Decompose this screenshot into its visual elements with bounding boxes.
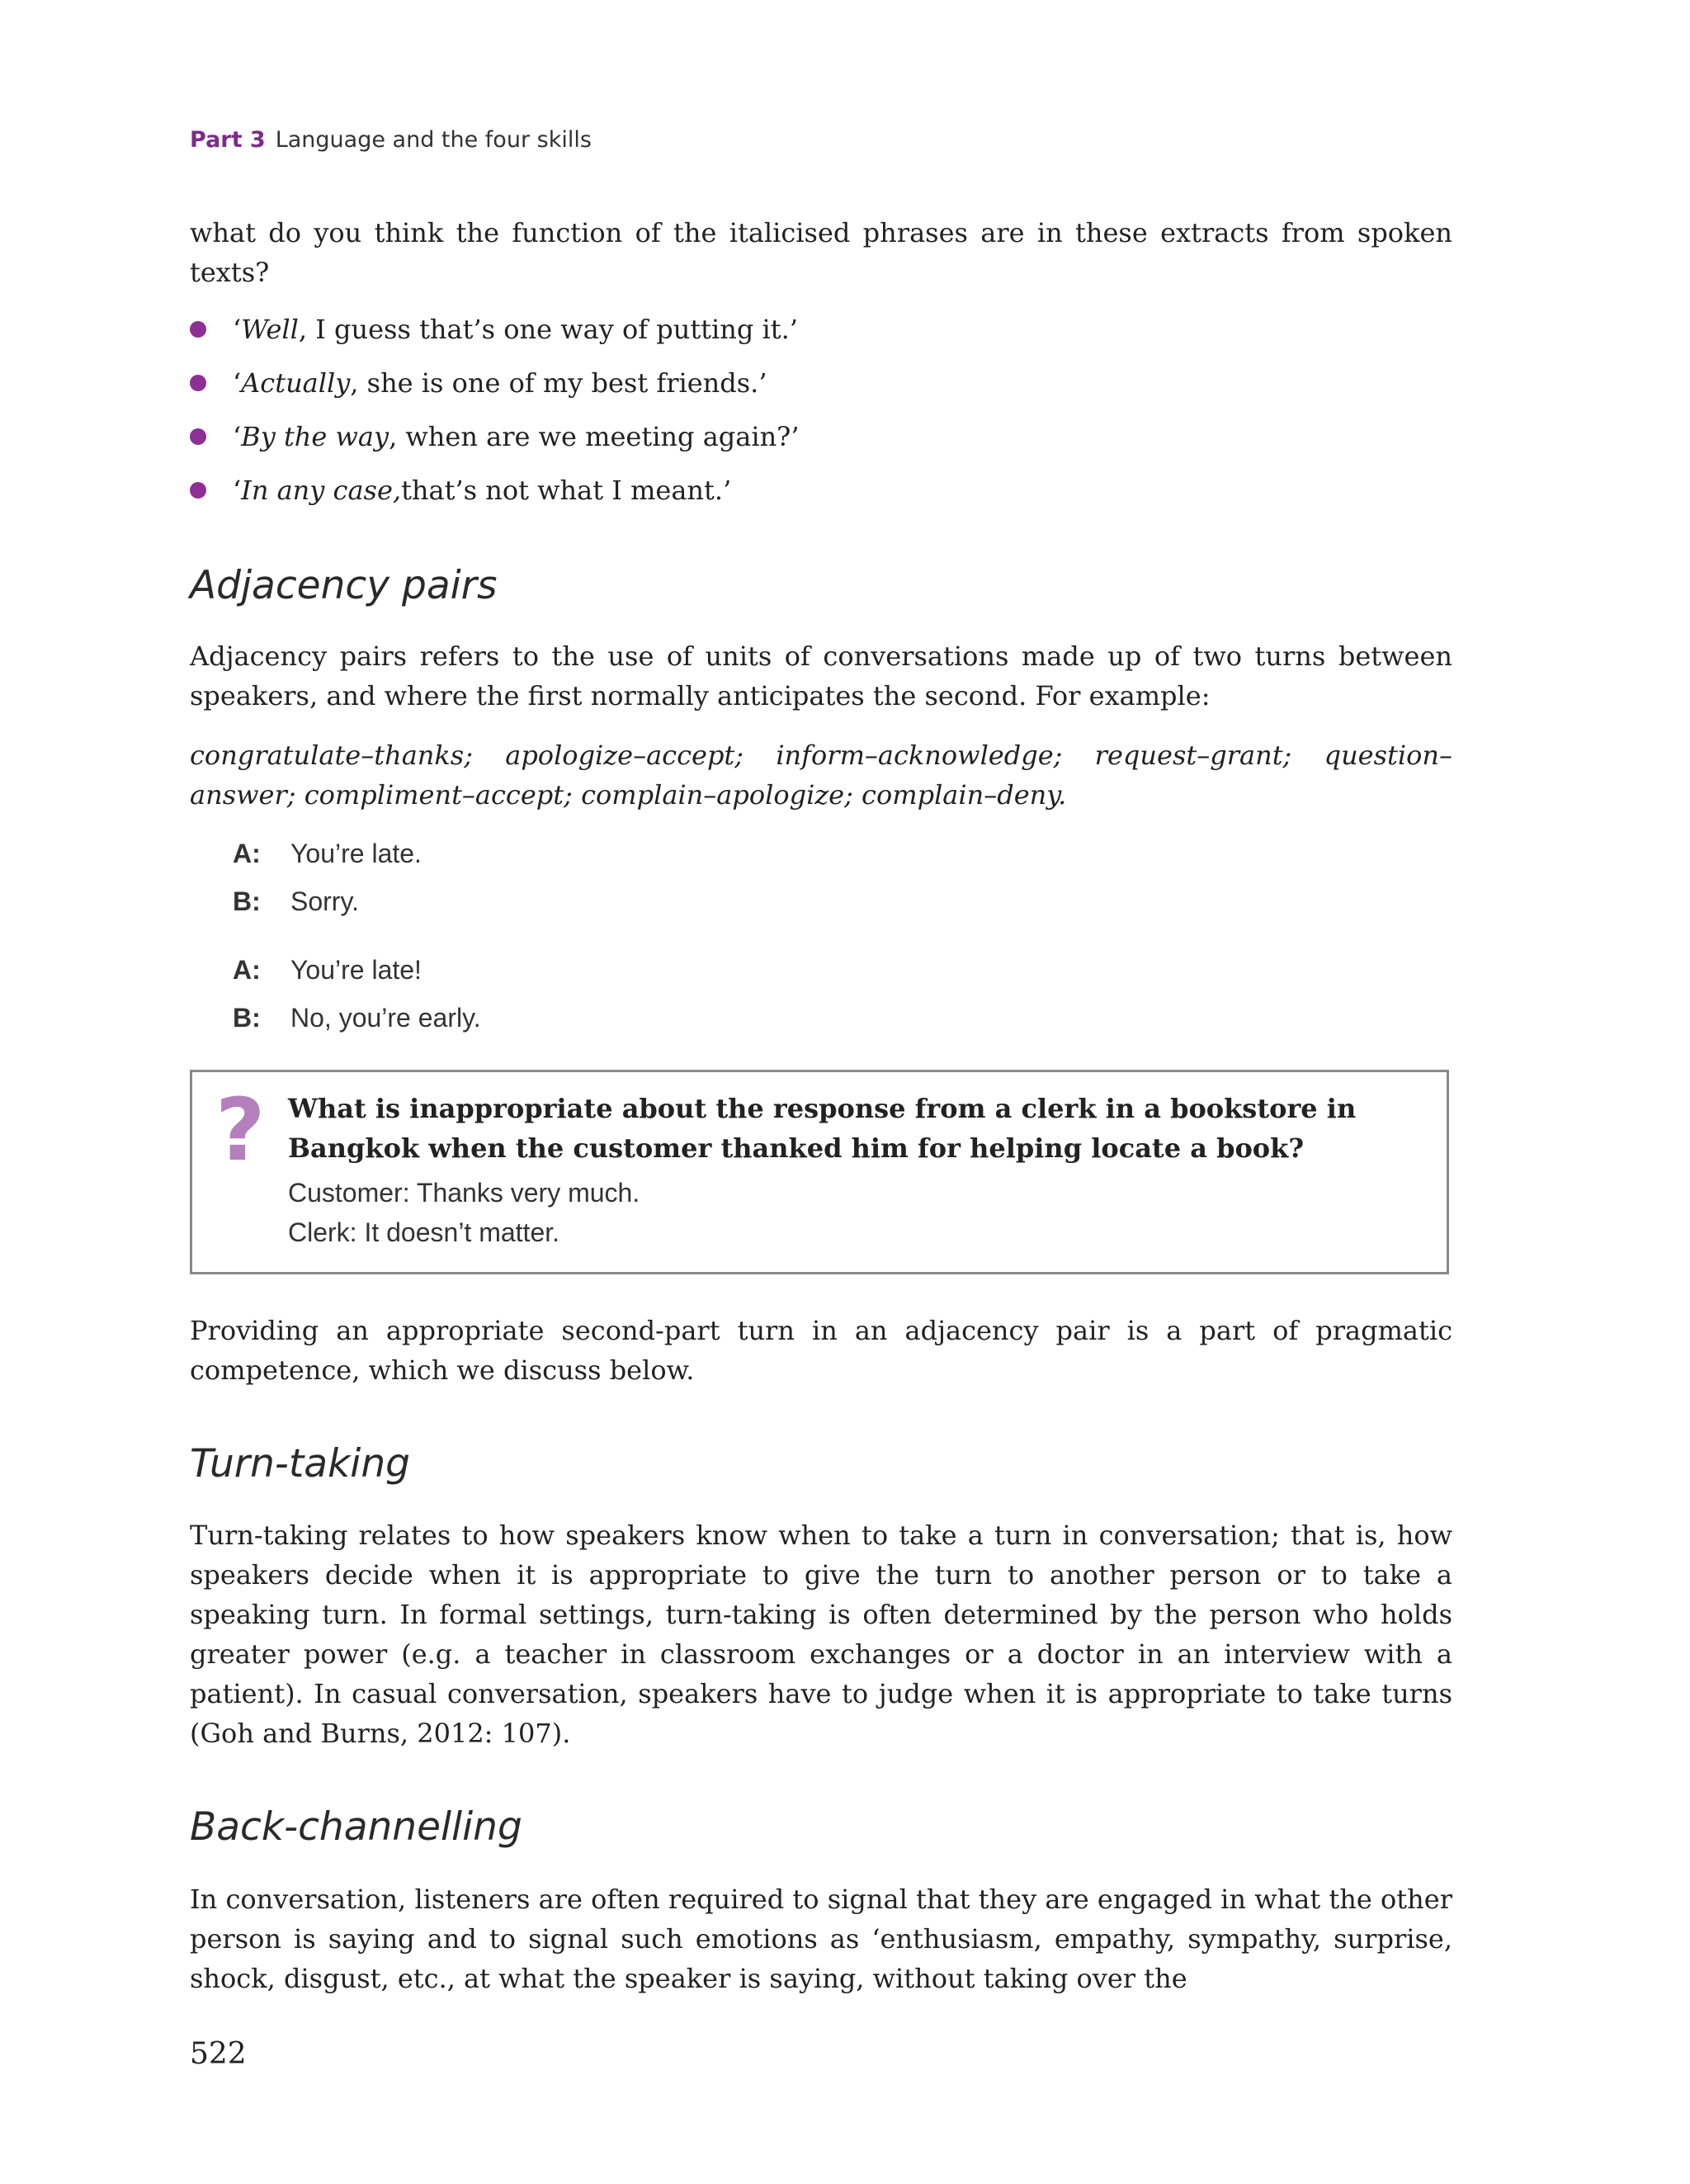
clerk-line: Clerk: It doesn’t matter. xyxy=(288,1217,560,1247)
question-mark-icon: ? xyxy=(215,1080,266,1180)
speaker-label: B: xyxy=(233,1002,261,1033)
heading-adjacency-pairs: Adjacency pairs xyxy=(190,563,498,608)
question-box xyxy=(190,1070,1449,1274)
list-item: ‘ Well , I guess that’s one way of putting it.’ xyxy=(190,302,800,356)
italic-phrase: In any case, xyxy=(241,474,402,506)
list-item: ‘ In any case, that’s not what I meant.’ xyxy=(190,463,800,517)
speaker-label: A: xyxy=(233,838,261,868)
italic-phrase: By the way xyxy=(241,420,389,452)
dialog-1 xyxy=(233,830,422,925)
turn-taking-paragraph: Turn-taking relates to how speakers know when to take a turn in conversation; that is, how speakers decide when it is appropriate to give the turn to another person or to take a speaking turn. In formal settings, turn-taking is often determined by the person who holds greater power (e.g. a teacher in classroom exchanges or a doctor in an interview with a patient). In casual conversation, speakers have to judge when it is appropriate to take turns (Goh and Burns, 2012: 107). xyxy=(190,1520,1452,1749)
question-text: What is inappropriate about the response from a clerk in a bookstore in Bangkok when the customer thanked him for helping locate a book? xyxy=(288,1093,1357,1164)
heading-turn-taking: Turn-taking xyxy=(190,1441,410,1487)
bullet-icon xyxy=(190,375,206,391)
adjacency-paragraph: Adjacency pairs refers to the use of units of conversations made up of two turns between speakers, and where the first normally anticipates the second. For example: xyxy=(190,641,1452,711)
italic-phrase: Actually xyxy=(241,366,351,399)
dialog-text: You’re late. xyxy=(290,838,422,868)
part-title: Language and the four skills xyxy=(275,127,592,153)
list-item: ‘ Actually , she is one of my best friends.’ xyxy=(190,356,800,409)
phrase-rest: , she is one of my best friends.’ xyxy=(350,366,767,399)
page-number: 522 xyxy=(190,2037,247,2071)
bullet-icon xyxy=(190,321,206,338)
dialog-2 xyxy=(233,946,481,1042)
phrase-rest: , I guess that’s one way of putting it.’ xyxy=(298,313,798,345)
back-channelling-paragraph: In conversation, listeners are often required to signal that they are engaged in what the other person is saying and to signal such emotions as ‘enthusiasm, empathy, sympathy, surprise, shock, disgust, etc., at what the speaker is saying, without taking over the xyxy=(190,1884,1452,1994)
bullet-icon xyxy=(190,482,206,499)
dialog-text: No, you’re early. xyxy=(290,1002,481,1033)
customer-line: Customer: Thanks very much. xyxy=(288,1178,640,1208)
bullet-list xyxy=(190,302,800,517)
adjacency-examples: congratulate–thanks; apologize–accept; inform–acknowledge; request–grant; question–answer; compliment–accept; complain–apologize; complain–deny. xyxy=(190,740,1452,811)
speaker-label: A: xyxy=(233,954,261,985)
phrase-rest: that’s not what I meant.’ xyxy=(401,474,732,506)
phrase-rest: , when are we meeting again?’ xyxy=(389,420,800,452)
dialog-line xyxy=(233,830,422,877)
list-item: ‘ By the way , when are we meeting again?’ xyxy=(190,409,800,463)
bullet-icon xyxy=(190,428,206,445)
dialog-line xyxy=(233,994,481,1042)
dialog-line xyxy=(233,877,422,925)
dialog-text: You’re late! xyxy=(290,954,422,985)
speaker-label: B: xyxy=(233,886,261,916)
dialog-text: Sorry. xyxy=(290,886,359,916)
heading-back-channelling: Back-channelling xyxy=(190,1804,522,1850)
dialog-line xyxy=(233,946,481,994)
part-label: Part 3 xyxy=(190,127,266,153)
italic-phrase: Well xyxy=(241,313,299,345)
pragmatic-paragraph: Providing an appropriate second-part turn in an adjacency pair is a part of pragmatic competence, which we discuss below. xyxy=(190,1315,1452,1386)
running-head xyxy=(190,127,592,153)
intro-paragraph: what do you think the function of the italicised phrases are in these extracts from spoken texts? xyxy=(190,217,1452,288)
